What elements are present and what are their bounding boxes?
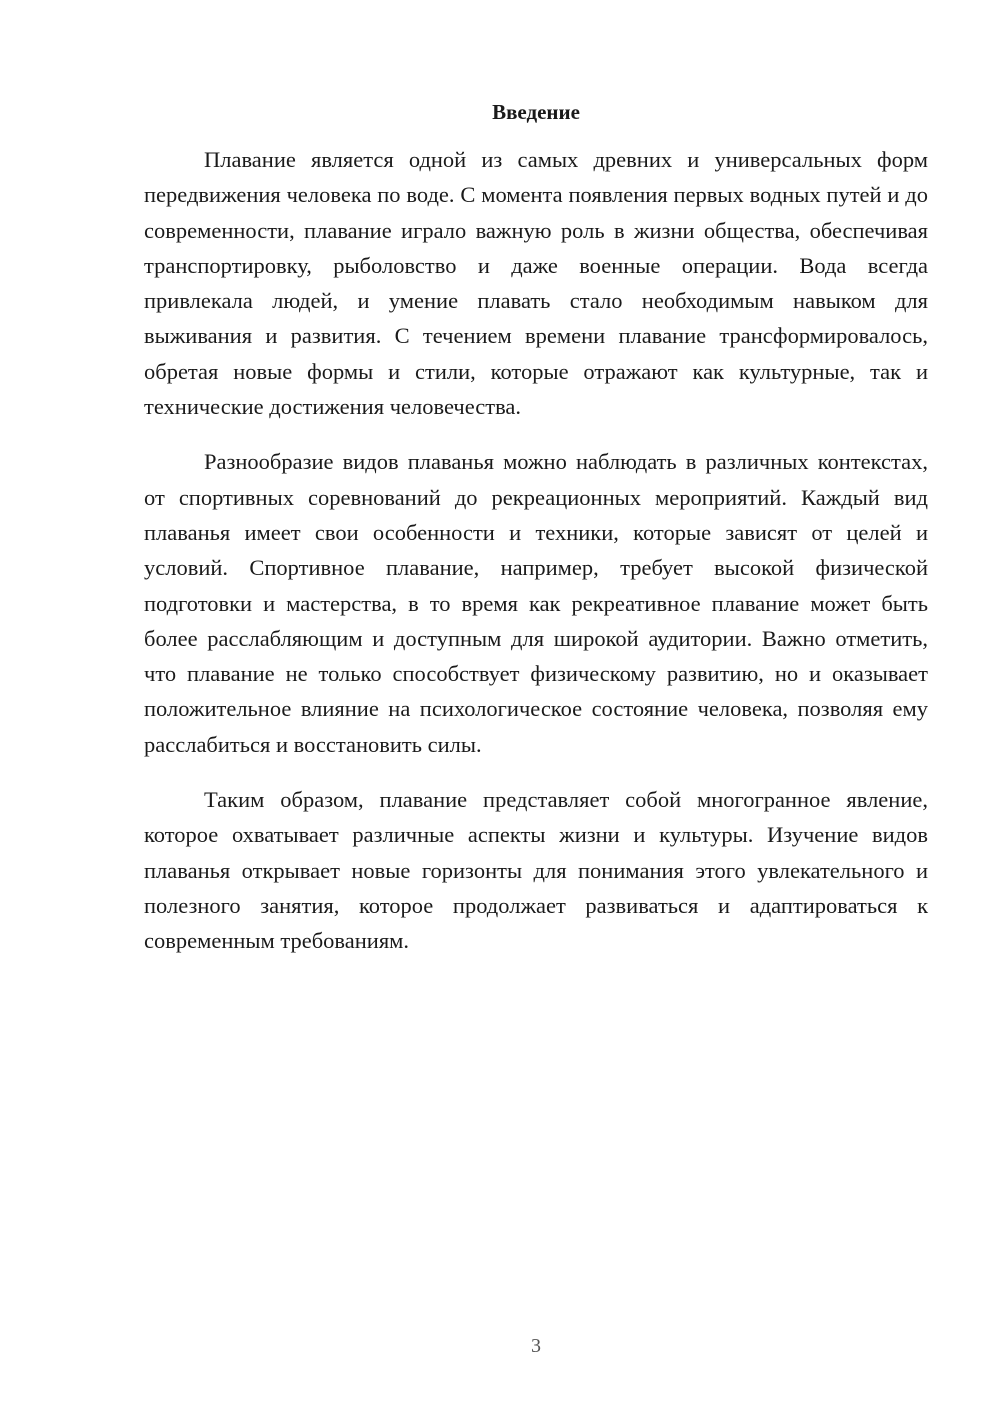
paragraph-1: Плавание является одной из самых древних и универсальных форм передвижения человека по воде. С момента появления первых водных путей и до современности, плавание играло важную роль в жизни общества, обеспечивая транспортировку, рыболовство и даже военные операции. Вода всегда привлекала людей, и умение плавать стало необходимым навыком для выживания и развития. С течением времени плавание трансформировалось, обретая новые формы и стили, которые отражают как культурные, так и технические достижения человечества.: [144, 147, 928, 420]
body-text: [144, 142, 928, 979]
section-heading: Введение: [492, 100, 580, 124]
paragraph-3: Таким образом, плавание представляет собой многогранное явление, которое охватывает различные аспекты жизни и культуры. Изучение видов плаванья открывает новые горизонты для понимания этого увлекательного и полезного занятия, которое продолжает развиваться и адаптироваться к современным требованиям.: [144, 787, 928, 954]
paragraph-2: Разнообразие видов плаванья можно наблюдать в различных контекстах, от спортивных соревнований до рекреационных мероприятий. Каждый вид плаванья имеет свои особенности и техники, которые зависят от целей и условий. Спортивное плавание, например, требует высокой физической подготовки и мастерства, в то время как рекреативное плавание может быть более расслабляющим и доступным для широкой аудитории. Важно отметить, что плавание не только способствует физическому развитию, но и оказывает положительное влияние на психологическое состояние человека, позволяя ему расслабиться и восстановить силы.: [144, 449, 928, 757]
page-number: 3: [531, 1335, 541, 1357]
